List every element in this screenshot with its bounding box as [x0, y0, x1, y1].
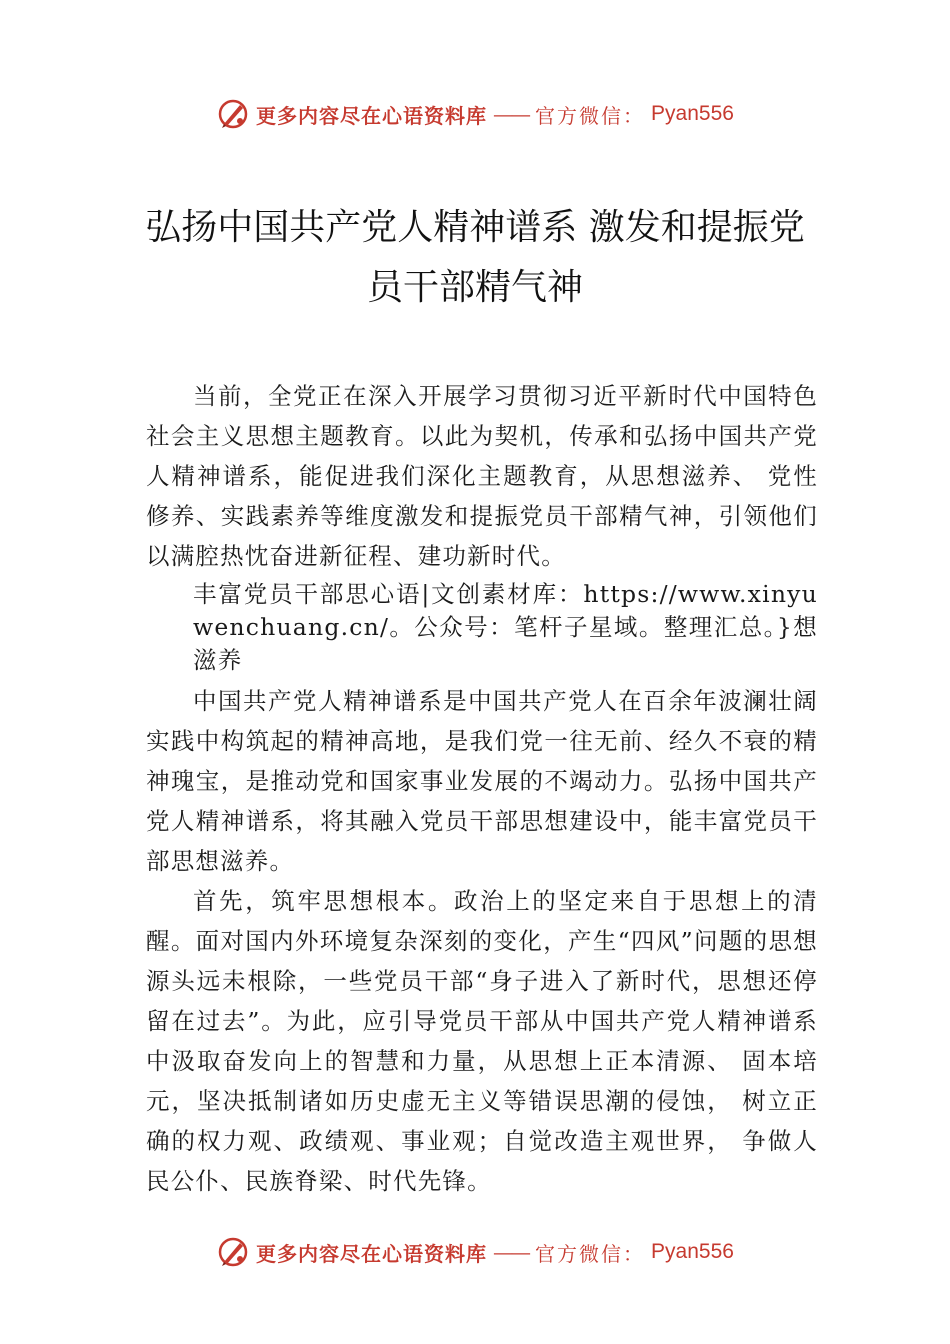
banner-wechat-id: Pyan556 [651, 1240, 734, 1263]
paragraph-spirit: 中国共产党人精神谱系是中国共产党人在百余年波澜壮阔实践中构筑起的精神高地，是我们党一往无前、经久不衰的精神瑰宝，是推动党和国家事业发展的不竭动力。弘扬中国共产党人精神谱系，将其融入党员干部思想建设中，能丰富党员干部思想滋养。 [146, 687, 818, 875]
banner-dash: —— [493, 1240, 530, 1264]
paragraph-source-note: 丰富党员干部思心语|文创素材库：https://www.xinyuwenchuang.cn/。公众号：笔杆子星域。整理汇总。}想滋养 [193, 580, 818, 674]
header-banner [0, 94, 950, 134]
footer-banner [0, 1232, 950, 1272]
banner-dash: —— [493, 102, 530, 126]
page-title: 弘扬中国共产党人精神谱系 激发和提振党员干部精气神 [145, 207, 805, 308]
paragraph-first: 首先，筑牢思想根本。政治上的坚定来自于思想上的清醒。面对国内外环境复杂深刻的变化，产生“四风”问题的思想源头远未根除，一些党员干部“身子进入了新时代，思想还停留在过去”。为此，应引导党员干部从中国共产党人精神谱系中汲取奋发向上的智慧和力量，从思想上正本清源、 固本培元，坚决抵制诸如历史虚无主义等错误思潮的侵蚀， 树立正确的权力观、政绩观、事业观；自觉改造主观世界， 争做人民公仆、民族脊梁、时代先锋。 [146, 887, 818, 1195]
paragraph-intro: 当前，全党正在深入开展学习贯彻习近平新时代中国特色社会主义思想主题教育。以此为契机，传承和弘扬中国共产党人精神谱系，能促进我们深化主题教育，从思想滋养、 党性修养、实践素养等维度激发和提振党员干部精气神，引领他们以满腔热忱奋进新征程、建功新时代。 [146, 382, 818, 570]
banner-wechat-label: 官方微信： [535, 103, 646, 128]
article-body [146, 376, 818, 1201]
banner-wechat-id: Pyan556 [651, 102, 734, 125]
banner-brand: 更多内容尽在心语资料库 [256, 1241, 488, 1266]
banner-brand: 更多内容尽在心语资料库 [256, 103, 488, 128]
quill-logo-icon [216, 1235, 250, 1269]
banner-wechat-label: 官方微信： [535, 1241, 646, 1266]
quill-logo-icon [216, 97, 250, 131]
